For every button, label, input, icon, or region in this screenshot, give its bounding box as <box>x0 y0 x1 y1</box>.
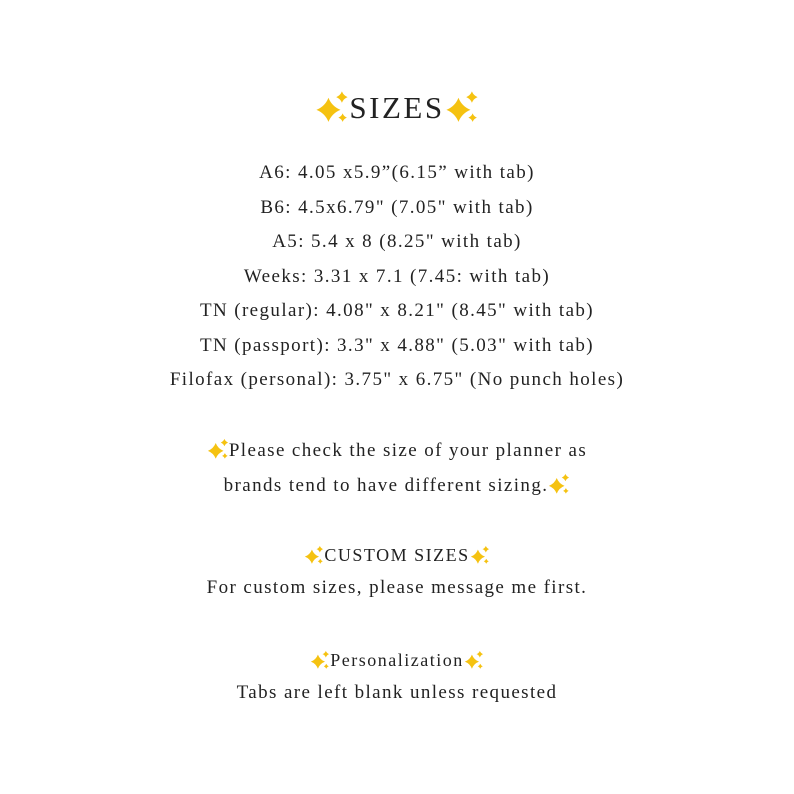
title-text: SIZES <box>349 90 445 125</box>
size-item-a6: A6: 4.05 x5.9”(6.15” with tab) <box>259 162 535 183</box>
note-line-1 <box>0 434 794 469</box>
sparkles-icon <box>315 90 349 124</box>
note-text-2: brands tend to have different sizing. <box>223 474 549 496</box>
note-text-1: Please check the size of your planner as <box>228 440 588 461</box>
note-line-2 <box>0 469 794 504</box>
sparkles-icon <box>304 543 324 563</box>
sparkles-icon <box>310 648 330 668</box>
personalization-text: Tabs are left blank unless requested <box>236 682 558 703</box>
personalization-heading <box>0 644 794 676</box>
custom-sizes-text: For custom sizes, please message me first. <box>206 577 588 598</box>
personalization-section <box>0 644 794 711</box>
size-item-tn-passport: TN (passport): 3.3" x 4.88" (5.03" with tab) <box>199 334 595 356</box>
custom-sizes-section <box>0 539 794 606</box>
custom-heading-text: CUSTOM SIZES <box>324 545 470 565</box>
size-item-weeks: Weeks: 3.31 x 7.1 (7.45: with tab) <box>243 265 551 287</box>
sparkles-icon <box>470 543 490 563</box>
custom-sizes-heading <box>0 539 794 571</box>
size-item-b6: B6: 4.5x6.79" (7.05" with tab) <box>260 196 534 218</box>
size-item-filofax: Filofax (personal): 3.75" x 6.75" (No punch holes) <box>169 369 625 390</box>
personalization-heading-text: Personalization <box>330 650 464 670</box>
size-item-a5: A5: 5.4 x 8 (8.25" with tab) <box>272 231 522 252</box>
sizes-list <box>0 156 794 398</box>
size-item-tn-regular: TN (regular): 4.08" x 8.21" (8.45" with tab) <box>199 300 595 321</box>
size-check-note <box>0 434 794 503</box>
sparkles-icon <box>548 473 570 495</box>
sparkles-icon <box>445 90 479 124</box>
page-title <box>0 86 794 130</box>
sparkles-icon <box>464 648 484 668</box>
sparkles-icon <box>207 438 229 460</box>
